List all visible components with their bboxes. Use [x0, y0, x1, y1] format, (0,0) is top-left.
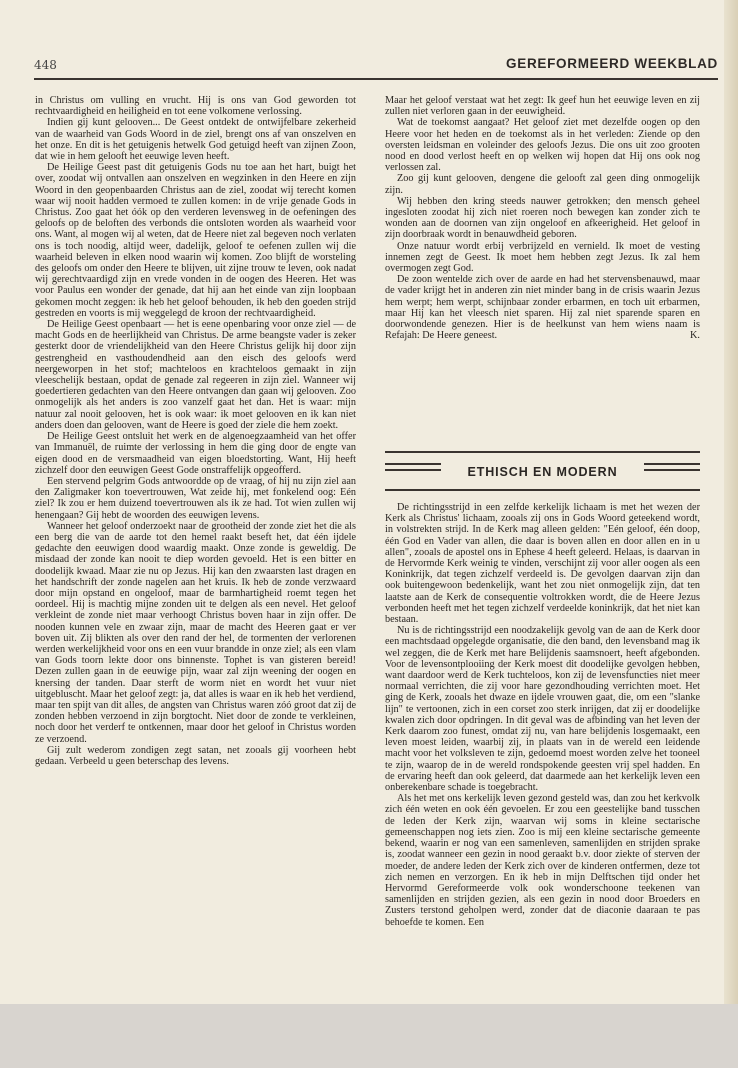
page-header — [34, 56, 718, 80]
paragraph: De Heilige Geest openbaart — het is eene openbaring voor onze ziel — de macht Gods en de heerlijkheid van Christus. De arme beangste vader is zeker gesterkt door de vriendelijkheid van den Heere Christus gelijk hij door zijn gestrengheid en vasthoudendheid aan den eisch des geloofs werd neergeworpen in het stof; machteloos en krachteloos gemaakt in zijn vleeschelijk bestaan, opdat de genade zal regeeren in zijn ziel. Wanneer wij goedertieren gedachten van den Heere ontvangen dan gaan wij gelooven. Zoo onmogelijk als het anders is zoo vanzelf gaat het dan. Het is waar: mijn natuur zal nooit gelooven, het is ook waar: ik moet gelooven en ik kan niet anders doen dan gelooven, want de Heere is goed der ziele die hem zoekt. — [35, 319, 356, 431]
paragraph: Wanneer het geloof onderzoekt naar de grootheid der zonde ziet het die als een berg die van de aarde tot den hemel raakt beseft het, dat één ijdele gedachte den eeuwigen dood waardig maakt. Onze zonde is geweldig. De misdaad der zonde kan nooit te diep worden gevoeld. Het is een bitter en doodelijk kwaad. Maar zie nu op Jezus. Hij kan den zwaarsten last dragen en het handschrift der zonde nagelen aan het kruis. Ik heb de zonde verzwaard door mijn opstand en ongeloof, maar de barmhartigheid roemt tegen het oordeel. Hij is machtig mijne zonden uit te delgen als een nevel. Het geloof verkleint de zonde niet maar verhoogt Christus boven haar in zijn offer. De nooden kunnen vele en zwaar zijn, maar de macht des Heeren gaat er ver boven uit. Zij blikten als over den rand der hel, de tormenten der verlorenen werden werkelijkheid voor ons en een vuur brandde in onze ziel; als een vlam van Gods toorn lekte door ons binnenste. Tophet is van gisteren bereid! Dezen zullen gaan in de eeuwige pijn, waar zal zijn weening der oogen en knersing der tanden. Daar sterft de worm niet en wordt het vuur niet uitgebluscht. Maar het geloof zegt: ja, dat alles is waar en ik heb het verdiend, maar ten spijt van dit alles, de angsten van Christus waren zóó groot dat zij de zonden hebben verzoend in zijn borgtocht. Niet door de zonde te verkleinen, noch door het verderf te ontkennen, maar door het geloof in Christus worden ze verzoend. — [35, 520, 356, 745]
journal-title: GEREFORMEERD WEEKBLAD — [506, 56, 718, 71]
left-column — [35, 95, 356, 767]
page-number: 448 — [34, 58, 57, 72]
section-rule-top — [385, 451, 700, 453]
section-ornament-right — [644, 463, 700, 479]
paragraph: De Heilige Geest ontsluit het werk en de algenoegzaamheid van het offer van Immanuël, de ruimte der verlossing in hem die ging door de engte van eigen dood en de versmaadheid van eigen bloedstorting. Want, Hij heeft zichzelf door den eeuwigen Geest Gode onstraffelijk opgeofferd. — [35, 431, 356, 476]
paragraph: in Christus om vulling en vrucht. Hij is ons van God geworden tot rechtvaardigheid en heiligheid en tot eene volkomene verlossing. — [35, 95, 356, 118]
section-header — [385, 451, 700, 491]
paragraph: Een stervend pelgrim Gods antwoordde op de vraag, of hij nu zijn ziel aan den Zaligmaker kon toevertrouwen, Wat zeide hij, met fonkelend oog: Eén ziel? Ik zou er hem duizend toevertrouwen als ik ze had. Tot wien zullen wij henengaan? Gij hebt de woorden des eeuwigen levens. — [35, 475, 356, 521]
paragraph: Onze natuur wordt erbij verbrijzeld en vernield. Ik moet de vesting innemen zegt de Geest. Ik moet hem hebben zegt Jezus. Ik zal hem overmogen zegt God. — [385, 240, 700, 275]
scan-margin — [0, 1004, 738, 1068]
paragraph: Indien gij kunt gelooven... De Geest ontdekt de ontwijfelbare zekerheid van de waarheid van Gods Woord in de ziel, brengt ons af van onszelven en het onze. En dit is het getuigenis hetwelk God getuigd heeft van zijnen Zoon, dat wie in hem gelooft het eeuwige leven heeft. — [35, 117, 356, 163]
paragraph: Gij zult wederom zondigen zegt satan, net zooals gij voorheen hebt gedaan. Verbeeld u geen beterschap des levens. — [35, 744, 356, 767]
paragraph: De zoon wentelde zich over de aarde en had het stervensbenauwd, maar de vader krijgt het in anderen zin niet minder bang in de crisis waarin Jezus hem werpt; hem werpt, schijnbaar zonder erbarmen, en toch uit erbarmen, maar Hij kan het vleesch niet sparen. Hij zal niet sparende sparen en doorwondende genezen. Hier is de heelkunst van hem wiens naam is Refajah: De Heere geneest. K. — [385, 274, 700, 342]
paragraph: Wat de toekomst aangaat? Het geloof ziet met dezelfde oogen op den Heere voor het heden en de toekomst als in het verleden: Ziende op den oversten leidsman en voleinder des geloofs Jezus. Die ons uit zoo grooten nood en dood verlost heeft en op welken wij hopen dat Hij ons ook nog verlossen zal. — [385, 117, 700, 174]
paragraph: De richtingsstrijd in een zelfde kerkelijk lichaam is met het wezen der Kerk als Christus' lichaam, zooals zij ons in Gods Woord geteekend wordt, in volstrekten strijd. In de Kerk mag alleen gelden: "Eén geloof, één doop, één God en Vader van allen, die daar is boven allen en door allen en in u allen", zooals de apostel ons in Ephese 4 heeft geleerd. Helaas, is daarvan in de Hervormde Kerk weinig te vinden, verschijnt zij voor aller oogen als een Koninkrijk, dat tegen zichzelf verdeeld is. De gevolgen daarvan zijn dan ook buitengewoon bedenkelijk, want het zou niet onmogelijk zijn, dat ten laatste aan de Kerk de consequentie voltrokken wordt, die de Heere Jezus verbonden heeft met het tegen zichzelf verdeelde koninkrijk, dat het niet kan bestaan. — [385, 502, 700, 626]
right-column-top — [385, 95, 700, 341]
paragraph: Als het met ons kerkelijk leven gezond gesteld was, dan zou het kerkvolk zich één weten en ook één gevoelen. Er zou een geestelijke band tusschen de leden der Kerk zijn, waarvan wij soms in kleine sectarische gemeenschappen nog iets zien. Zoo is mij een kleine sectarische gemeente bekend, waarin er nog van een samenleven, samenlijden en strijden sprake is, zoodat wanneer een gezin in nood geraakt b.v. door ziekte of sterven der moeder, de andere leden der Kerk zich over de kinderen ontfermen, deze tot zich nemen en verzorgen. En ik heb in mijn Delftschen tijd onder het Hervormd Gereformeerde volk ook wonderschoone teekenen van samenlijden en strijden gezien, als een gezin in nood door Broeders en Zusters terstond geholpen werd, zonder dat de diaconie daaraan te pas behoefde te komen. Een — [385, 793, 700, 928]
paragraph: De Heilige Geest past dit getuigenis Gods nu toe aan het hart, buigt het over, zoodat wij ontvallen aan onszelven en wegzinken in den Heere en zijn Woord in den geopenbaarden Christus aan de ziel, zoodat wij terecht komen waar wij nooit hadden vermoed te zullen komen: in de vrije genade Gods in Christus. Zoo gaat het óók op den verderen levensweg in de oefeningen des geloofs op de beloften des verbonds die ontsloten worden als waarheid voor ons. Want, al mogen wij al weten, dat de Heere niet zal begeven noch verlaten ons is toch noodig, altijd weer, dadelijk, geloof te oefenen zullen wij die waarheid beleven in elken nood waarin wij komen. Zoo blijft de worsteling des geloofs om onder den Heere te blijven, uit zijne trouw te leven, ook nadat wij gerechtvaardigd zijn en vrede vonden in de oogen des Heeren. Het was voor Paulus een wonder der genade, dat hij aan het einde van zijn loopbaan gekomen mocht zeggen: ik heb het geloof behouden, ik heb den goeden strijd gestreden en voorts is mij weggelegd de kroon der rechtvaardigheid. — [35, 162, 356, 319]
page-edge — [724, 0, 738, 1068]
section-rule-bottom — [385, 489, 700, 491]
right-column-bottom — [385, 502, 700, 928]
author-signature: K. — [690, 330, 700, 342]
paragraph: Maar het geloof verstaat wat het zegt: Ik geef hun het eeuwige leven en zij zullen niet verloren gaan in der eeuwigheid. — [385, 95, 700, 118]
section-title: ETHISCH EN MODERN — [467, 465, 618, 479]
paragraph: Nu is de richtingsstrijd een noodzakelijk gevolg van de aan de Kerk door een machtsdaad opgelegde organisatie, die den band, den levensband mag ik wel zeggen, die de Kerk met hare Belijdenis saamsnoert, heeft afgebonden. Voor de levensontplooiing der Kerk moest dit doodelijke gevolgen hebben, want daardoor werd de Kerk tuchteloos, kon zij de levensfuncties niet meer normaal verrichten, die zij voor hare gezondhouding verrichten moet. Het ging de Kerk, zooals het dwaze en ijdele vrouwen gaat, die, om een "slanke lijn" te vertoonen, zich in een corset zoo sterk inrijgen, dat zij er doodelijke kwalen zich door opdringen. In dit geval was de afbinding van het leven der Kerk daarom zoo funest, omdat zij nu, van hare belijdenis losgemaakt, een leven moest leiden, waarbij zij, in plaats van in de wereld een leidende macht voor het volksleven te zijn, gedoemd moest worden zelve het tooneel te zijn, waarop de in de wereld rondspokende geesten vrij spel hadden. En de ervaring heeft dan ook geleerd, dat daarmede aan het kerkelijk leven een onberekenbare schade is toegebracht. — [385, 625, 700, 794]
paragraph: Zoo gij kunt gelooven, dengene die gelooft zal geen ding onmogelijk zijn. — [385, 173, 700, 196]
paragraph: Wij hebben den kring steeds nauwer getrokken; den mensch geheel ingesloten zoodat hij zich niet roeren noch bewegen kan zonder zich te wonden aan de doornen van zijn ongeloof en afkeerigheid. Het geloof in zijn doorbraak wordt in benauwdheid geboren. — [385, 195, 700, 241]
section-ornament-left — [385, 463, 441, 479]
